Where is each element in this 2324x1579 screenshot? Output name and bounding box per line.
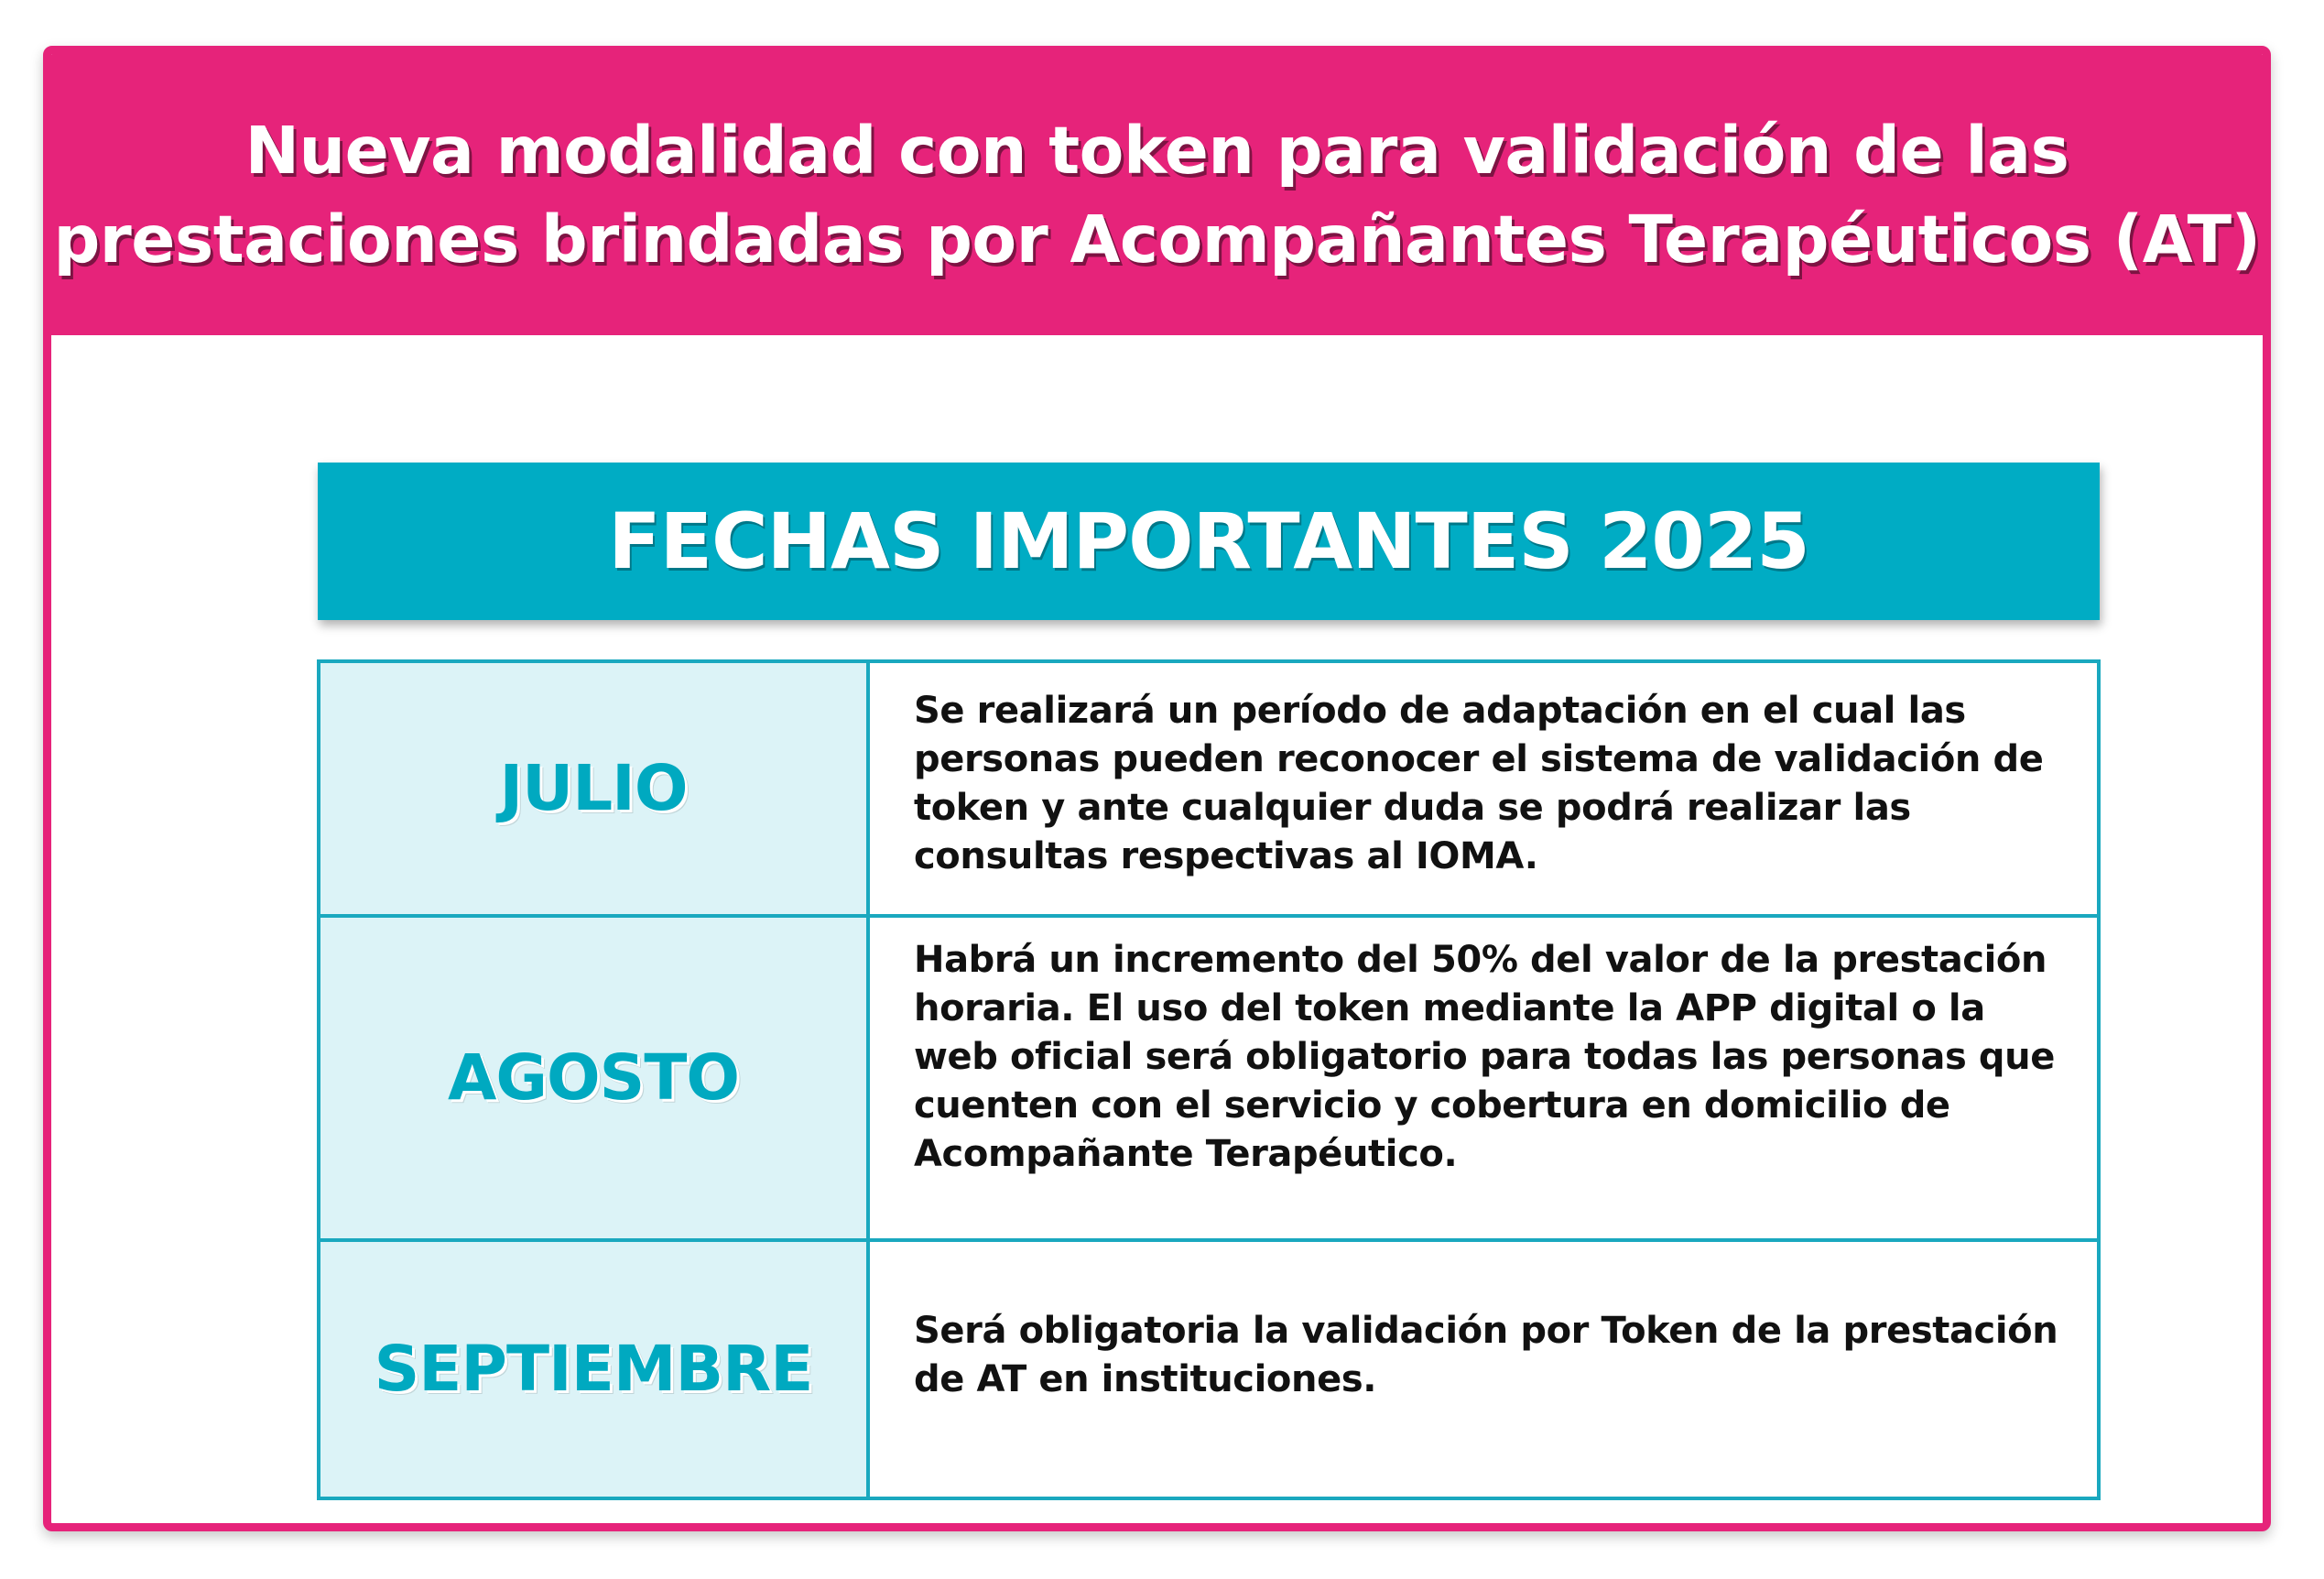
schedule-row bbox=[320, 1242, 2097, 1497]
month-cell bbox=[320, 663, 870, 914]
header-banner bbox=[51, 54, 2263, 335]
description-text: Se realizará un período de adaptación en el cual las personas pueden reconocer el sistema de validación de token y ante cualquier duda se podrá realizar las consultas respectivas al IOMA. bbox=[914, 690, 2044, 877]
header-title-line-1: Nueva modalidad con token para validación de las bbox=[244, 112, 2069, 189]
section-title-banner bbox=[318, 463, 2100, 620]
description-text: Habrá un incremento del 50% del valor de la prestación horaria. El uso del token mediante la APP digital o la web oficial será obligatorio para todas las personas que cuenten con el servicio y cobertura en domicilio de Acompañante Terapéutico. bbox=[914, 939, 2055, 1175]
header-title-line-2: prestaciones brindadas por Acompañantes Terapéuticos (AT) bbox=[53, 201, 2261, 278]
section-title: FECHAS IMPORTANTES 2025 bbox=[608, 496, 1809, 586]
month-cell bbox=[320, 1242, 870, 1497]
description-text: Será obligatoria la validación por Token de la prestación de AT en instituciones. bbox=[914, 1310, 2058, 1400]
month-cell bbox=[320, 918, 870, 1238]
schedule-table bbox=[317, 659, 2101, 1500]
schedule-row bbox=[320, 918, 2097, 1242]
month-label: JULIO bbox=[499, 752, 688, 825]
description-cell bbox=[870, 918, 2097, 1238]
month-label: AGOSTO bbox=[447, 1041, 740, 1115]
description-cell bbox=[870, 663, 2097, 914]
infographic-card bbox=[43, 46, 2271, 1531]
description-cell bbox=[870, 1242, 2097, 1497]
month-label: SEPTIEMBRE bbox=[374, 1333, 813, 1406]
schedule-row bbox=[320, 663, 2097, 918]
